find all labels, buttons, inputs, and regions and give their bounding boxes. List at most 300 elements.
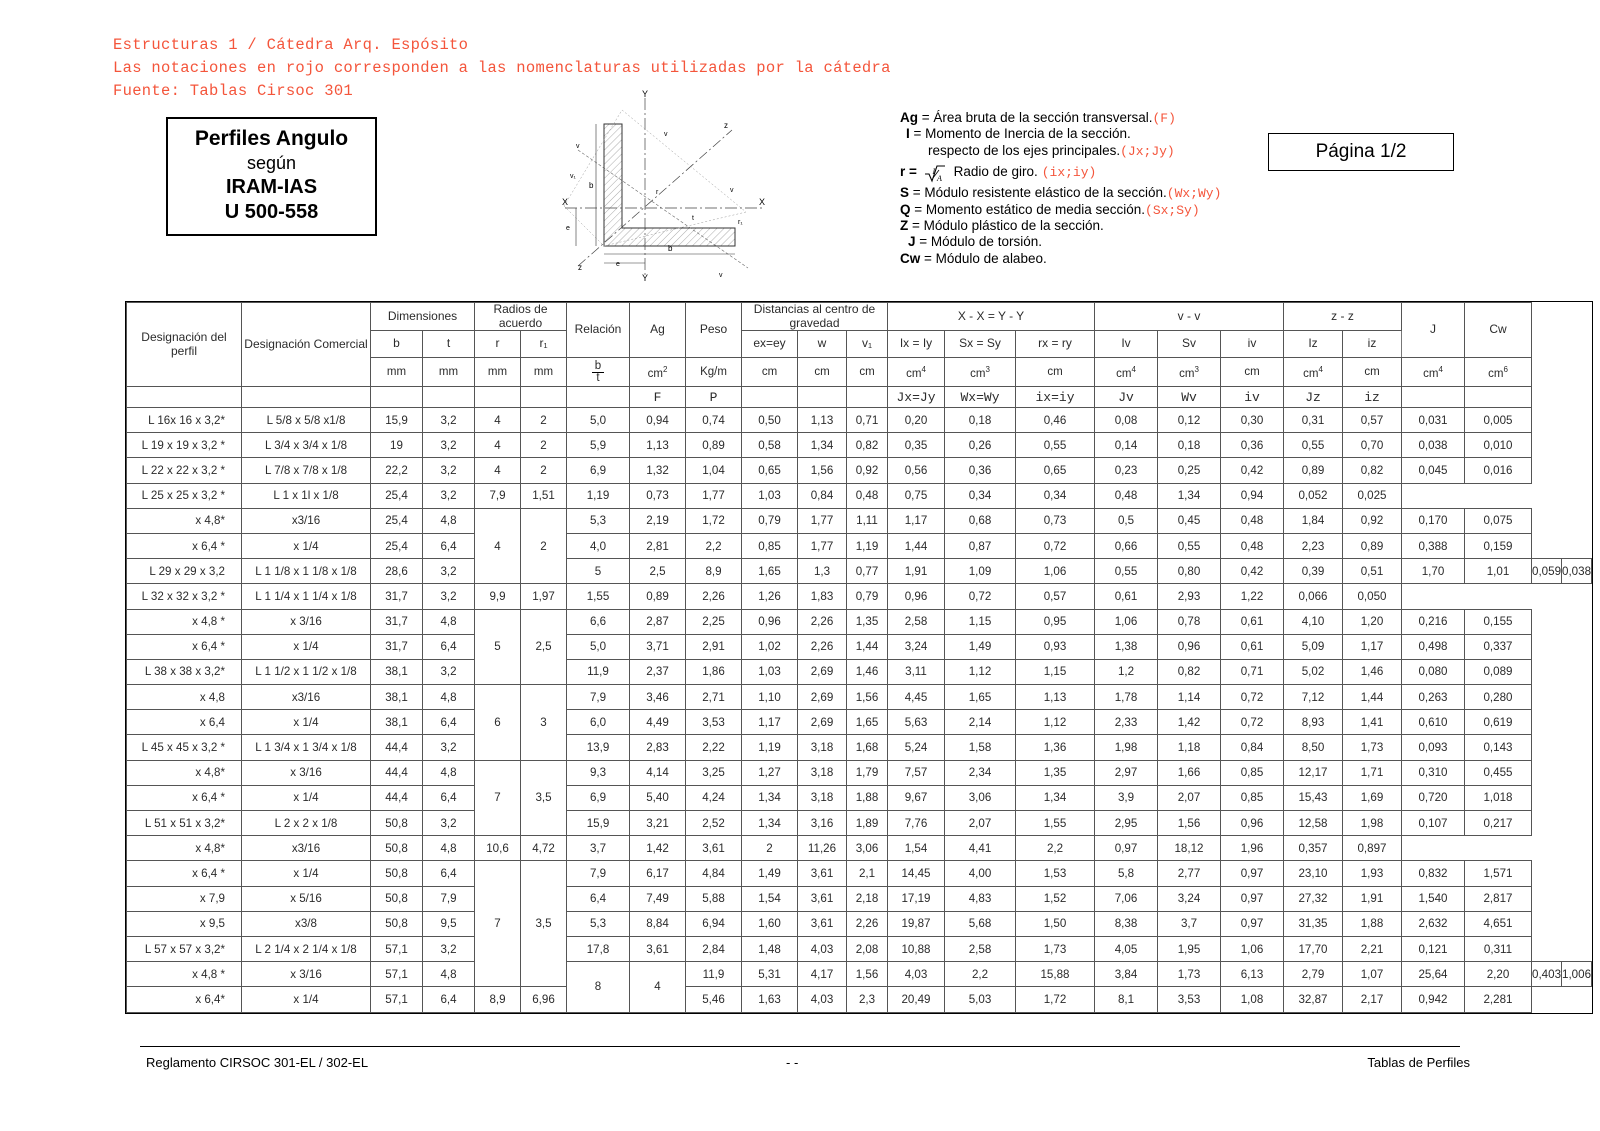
cell-ivr: 0,61: [1221, 634, 1284, 659]
cell-ag: 1,13: [630, 433, 686, 458]
cell-bt: 6,4: [567, 886, 630, 911]
cell-rx: 1,72: [1016, 987, 1095, 1012]
unit-bt-num: b: [592, 361, 604, 373]
cell-r: 4: [475, 458, 521, 483]
cell-ix: 14,45: [888, 861, 945, 886]
cell-ex: 1,10: [742, 685, 798, 710]
red-iz: Jz: [1284, 387, 1343, 408]
title-line-1: Perfiles Angulo: [194, 127, 349, 150]
unit-b: mm: [371, 358, 423, 387]
cell-ag: 1,51: [521, 483, 567, 508]
cell-ix: 3,24: [888, 634, 945, 659]
cell-perfil: x 9,5: [127, 911, 242, 936]
cell-peso: 3,25: [686, 760, 742, 785]
cell-iz: 8,50: [1284, 735, 1343, 760]
table-row: [127, 987, 1592, 1012]
svg-text:r₁: r₁: [738, 219, 743, 226]
cell-rx: 0,93: [1016, 634, 1095, 659]
cell-sx: 2,34: [945, 760, 1016, 785]
th-r1: r₁: [521, 331, 567, 358]
cell-ex: 0,73: [630, 483, 686, 508]
cell-ag: 1,32: [630, 458, 686, 483]
cell-v1: 2,1: [847, 861, 888, 886]
cell-ex: 0,50: [742, 408, 798, 433]
cell-cw: 0,280: [1465, 685, 1532, 710]
cell-t: 4,8: [423, 685, 475, 710]
cell-bt: 11,9: [686, 962, 742, 987]
cell-ag: 3,61: [630, 936, 686, 961]
cell-sv: 2,2: [1016, 836, 1095, 861]
cell-bt: 4,0: [567, 533, 630, 558]
cell-sv: 2,07: [1158, 785, 1221, 810]
cell-cw: 0,155: [1465, 609, 1532, 634]
cell-sx: 5,68: [945, 911, 1016, 936]
cell-b: 38,1: [371, 710, 423, 735]
title-line-3: IRAM-IAS: [225, 176, 318, 198]
cell-iv: 1,2: [1095, 659, 1158, 684]
cell-ix: 0,35: [888, 433, 945, 458]
cell-izr: 1,20: [1343, 609, 1402, 634]
cell-j: 0,388: [1402, 533, 1465, 558]
cell-ivr: 0,72: [1221, 685, 1284, 710]
cell-ag: 3,46: [630, 685, 686, 710]
svg-text:v: v: [730, 187, 734, 194]
cell-peso: 1,04: [686, 458, 742, 483]
cell-b: 38,1: [371, 659, 423, 684]
cell-ix: 10,88: [888, 936, 945, 961]
cell-j: 1,540: [1402, 886, 1465, 911]
unit-iv-rad: cm: [1221, 358, 1284, 387]
symbol-legend: [900, 110, 1221, 267]
cell-peso: 2,84: [686, 936, 742, 961]
cell-ivr: 1,06: [1221, 936, 1284, 961]
cell-w: 2,69: [798, 710, 847, 735]
th-iz: Iz: [1284, 331, 1343, 358]
red-iv-rad: iv: [1221, 387, 1284, 408]
cell-iv: 1,38: [1095, 634, 1158, 659]
cell-b: 44,4: [371, 735, 423, 760]
cell-v1: 2,2: [945, 962, 1016, 987]
sqrt-icon: [921, 159, 946, 185]
cell-j: 0,080: [1402, 659, 1465, 684]
th-ex-ey: ex=ey: [742, 331, 798, 358]
cell-iz: 5,09: [1284, 634, 1343, 659]
th-peso: Peso: [686, 303, 742, 358]
cell-ivr: 1,07: [1343, 962, 1402, 987]
cell-v1: 2,08: [847, 936, 888, 961]
cell-ex: 0,85: [742, 533, 798, 558]
th-cw: Cw: [1465, 303, 1532, 358]
cell-b: 25,4: [371, 533, 423, 558]
cell-bt: 6,9: [567, 458, 630, 483]
cell-iz: 4,10: [1284, 609, 1343, 634]
unit-ag: $cm^2$: [630, 358, 686, 387]
cell-ix: 5,63: [888, 710, 945, 735]
cell-cw: 0,311: [1465, 936, 1532, 961]
legend-text-q: = Momento estático de media sección.: [910, 201, 1146, 217]
cell-b: 50,8: [371, 911, 423, 936]
cell-bt: 9,3: [567, 760, 630, 785]
cell-v1: 1,89: [847, 811, 888, 836]
cell-v1: 1,35: [847, 609, 888, 634]
cell-r1: 2: [521, 508, 567, 584]
cell-rx: 0,46: [1016, 408, 1095, 433]
cell-bt: 8,9: [475, 987, 521, 1012]
cell-cw: 0,050: [1343, 584, 1402, 609]
cell-iv: 0,23: [1095, 458, 1158, 483]
cell-bt: 13,9: [567, 735, 630, 760]
cell-comercial: L 1 x 1l x 1/8: [242, 483, 371, 508]
cell-w: 3,61: [798, 911, 847, 936]
cell-ivr: 0,97: [1221, 861, 1284, 886]
cell-ix: 20,49: [888, 987, 945, 1012]
table-row: [127, 483, 1592, 508]
cell-ex: 1,27: [742, 760, 798, 785]
cell-comercial: x 3/16: [242, 609, 371, 634]
red-iz-rad: iz: [1343, 387, 1402, 408]
cell-j: 0,093: [1402, 735, 1465, 760]
cell-v1: 1,19: [847, 533, 888, 558]
table-row: [127, 836, 1592, 861]
cell-comercial: x 3/16: [242, 962, 371, 987]
cell-cw: 0,143: [1465, 735, 1532, 760]
cell-cw: 0,619: [1465, 710, 1532, 735]
cell-r: 8: [567, 962, 630, 1012]
red-peso: P: [686, 387, 742, 408]
cell-j: 0,263: [1402, 685, 1465, 710]
cell-sv: 2,77: [1158, 861, 1221, 886]
cell-sx: 2,14: [945, 710, 1016, 735]
red-blank-2: [242, 387, 371, 408]
cell-w: 3,61: [686, 836, 742, 861]
cell-ag: 0,94: [630, 408, 686, 433]
cell-izr: 2,17: [1343, 987, 1402, 1012]
cell-comercial: x3/16: [242, 508, 371, 533]
header-note-0: Estructuras 1 / Cátedra Arq. Espósito: [113, 36, 469, 54]
legend-row-i: [900, 126, 1221, 142]
cell-r: 4: [475, 508, 521, 584]
title-line-2: según: [246, 153, 297, 173]
cell-peso: 4,84: [686, 861, 742, 886]
cell-iv: 1,06: [1095, 609, 1158, 634]
cell-cw: 0,010: [1465, 433, 1532, 458]
cell-perfil: x 4,8 *: [127, 609, 242, 634]
cell-t: 4,8: [423, 508, 475, 533]
th-iz-rad: iz: [1343, 331, 1402, 358]
cell-perfil: x 4,8*: [127, 508, 242, 533]
cell-sx: 4,00: [945, 861, 1016, 886]
cell-comercial: L 1 1/8 x 1 1/8 x 1/8: [242, 559, 371, 584]
cell-ex: 1,63: [742, 987, 798, 1012]
cell-iv: 4,41: [945, 836, 1016, 861]
unit-rx: cm: [1016, 358, 1095, 387]
cell-w: 2,69: [798, 659, 847, 684]
cell-w: 2,69: [798, 685, 847, 710]
cell-cw: 0,337: [1465, 634, 1532, 659]
unit-r1: mm: [521, 358, 567, 387]
cell-izr: 1,73: [1343, 735, 1402, 760]
cell-iv: 0,34: [945, 483, 1016, 508]
cell-rx: 1,73: [1016, 936, 1095, 961]
red-blank-8: [742, 387, 798, 408]
cell-j: 0,052: [1284, 483, 1343, 508]
cell-perfil: x 4,8 *: [127, 962, 242, 987]
th-iv: Iv: [1095, 331, 1158, 358]
cell-w: 2,26: [686, 584, 742, 609]
svg-text:X: X: [562, 197, 569, 207]
cell-sx: 0,18: [945, 408, 1016, 433]
table-row: [127, 936, 1592, 961]
cell-izr: 0,89: [1343, 533, 1402, 558]
cell-w: 1,77: [798, 533, 847, 558]
cell-j: 0,720: [1402, 785, 1465, 810]
cell-izr: 0,70: [1343, 433, 1402, 458]
cell-bt: 7,9: [567, 685, 630, 710]
svg-text:v: v: [664, 131, 668, 138]
th-sx-sy: Sx = Sy: [945, 331, 1016, 358]
cell-rx: 1,50: [1016, 911, 1095, 936]
cell-izr: 0,57: [1343, 408, 1402, 433]
legend-text-cw: = Módulo de alabeo.: [920, 250, 1047, 266]
cell-j: 0,357: [1284, 836, 1343, 861]
unit-ex-ey: cm: [742, 358, 798, 387]
cell-sv: 0,18: [1158, 433, 1221, 458]
cell-peso: 6,94: [686, 911, 742, 936]
cell-rx: 0,73: [1016, 508, 1095, 533]
cell-ag: 7,49: [630, 886, 686, 911]
cell-w: 3,18: [798, 760, 847, 785]
cell-comercial: L 3/4 x 3/4 x 1/8: [242, 433, 371, 458]
cell-v1: 2,26: [847, 911, 888, 936]
cell-sv: 1,42: [1158, 710, 1221, 735]
cell-iv: 5,8: [1095, 861, 1158, 886]
red-blank-9: [798, 387, 847, 408]
unit-bt-den: t: [596, 371, 600, 384]
cell-t: 9,5: [423, 911, 475, 936]
table-row: [127, 634, 1592, 659]
cell-ag: 4,72: [521, 836, 567, 861]
cell-j: 0,038: [1402, 433, 1465, 458]
svg-text:I: I: [932, 166, 935, 176]
cell-ag: 1,65: [742, 559, 798, 584]
cell-peso: 5,88: [686, 886, 742, 911]
cell-ex: 1,19: [742, 735, 798, 760]
cell-r1: 3,5: [521, 861, 567, 987]
cell-comercial: x 1/4: [242, 987, 371, 1012]
cell-rx: 1,53: [1016, 861, 1095, 886]
unit-iv: $cm^4$: [1095, 358, 1158, 387]
cell-iv: 0,14: [1095, 433, 1158, 458]
cell-ivr: 0,42: [1221, 458, 1284, 483]
cell-w: 4,03: [798, 987, 847, 1012]
cell-t: 7,9: [423, 886, 475, 911]
cell-izr: 1,91: [1343, 886, 1402, 911]
cell-perfil: L 29 x 29 x 3,2: [127, 559, 242, 584]
table-row: [127, 408, 1592, 433]
cell-t: 3,2: [423, 458, 475, 483]
cell-izr: 1,46: [1343, 659, 1402, 684]
cell-perfil: L 45 x 45 x 3,2 *: [127, 735, 242, 760]
cell-comercial: x 1/4: [242, 710, 371, 735]
cell-sv: 0,34: [1016, 483, 1095, 508]
legend-symbol-z: Z: [900, 217, 909, 233]
cell-cw: 0,217: [1465, 811, 1532, 836]
cell-ex: 0,77: [847, 559, 888, 584]
cell-ix: 19,87: [888, 911, 945, 936]
cell-sv: 0,78: [1158, 609, 1221, 634]
header-note-2: Fuente: Tablas Cirsoc 301: [113, 82, 354, 100]
unit-v1: cm: [847, 358, 888, 387]
angle-section-diagram: [560, 88, 770, 283]
cell-bt: 11,9: [567, 659, 630, 684]
cell-sv: 0,57: [1016, 584, 1095, 609]
svg-text:b: b: [589, 181, 594, 190]
cell-ag: 3,21: [630, 811, 686, 836]
cell-ix: 17,19: [888, 886, 945, 911]
cell-iv: 1,98: [1095, 735, 1158, 760]
cell-comercial: L 1 1/4 x 1 1/4 x 1/8: [242, 584, 371, 609]
cell-perfil: L 38 x 38 x 3,2*: [127, 659, 242, 684]
legend-symbol-cw: Cw: [900, 250, 921, 266]
cell-ex: 1,56: [847, 962, 888, 987]
cell-peso: 2,2: [686, 533, 742, 558]
svg-text:z: z: [578, 263, 582, 272]
cell-sx: 0,36: [945, 458, 1016, 483]
legend-red-i: (Jx;Jy): [1120, 143, 1175, 159]
cell-sv: 3,53: [1158, 987, 1221, 1012]
profiles-table: [126, 302, 1592, 1013]
cell-ex: 1,42: [630, 836, 686, 861]
legend-text-i: = Momento de Inercia de la sección.: [909, 126, 1131, 142]
svg-text:v: v: [576, 143, 580, 150]
cell-sx: 0,68: [945, 508, 1016, 533]
cell-iv: 0,42: [1221, 559, 1284, 584]
footer-divider: [140, 1046, 1460, 1047]
cell-w: 2,26: [798, 634, 847, 659]
cell-ix: 0,20: [888, 408, 945, 433]
unit-j: $cm^4$: [1402, 358, 1465, 387]
red-blank-10: [847, 387, 888, 408]
cell-ex: 0,89: [630, 584, 686, 609]
cell-bt: 6,6: [567, 609, 630, 634]
cell-iz: 5,02: [1284, 659, 1343, 684]
cell-cw: 0,038: [1562, 559, 1592, 584]
cell-perfil: x 6,4: [127, 710, 242, 735]
cell-iz: 0,89: [1284, 458, 1343, 483]
legend-symbol-r: r: [900, 164, 906, 180]
cell-iz: 32,87: [1284, 987, 1343, 1012]
th-vv: v - v: [1095, 303, 1284, 331]
red-ag: F: [630, 387, 686, 408]
cell-iz: 27,32: [1284, 886, 1343, 911]
cell-b: 31,7: [371, 609, 423, 634]
th-iv-rad: iv: [1221, 331, 1284, 358]
cell-peso: 2,71: [686, 685, 742, 710]
cell-peso: 2,91: [686, 634, 742, 659]
cell-ag: 3,71: [630, 634, 686, 659]
cell-sx: 4,83: [945, 886, 1016, 911]
table-body: [127, 408, 1592, 1013]
cell-v1: 1,68: [847, 735, 888, 760]
cell-peso: 2,52: [686, 811, 742, 836]
cell-cw: 0,075: [1465, 508, 1532, 533]
svg-text:X: X: [759, 197, 766, 207]
cell-sx: 3,84: [1095, 962, 1158, 987]
cell-iz: 18,12: [1158, 836, 1221, 861]
unit-sx: $cm^3$: [945, 358, 1016, 387]
cell-sx: 0,87: [945, 533, 1016, 558]
cell-izr: 1,44: [1343, 685, 1402, 710]
cell-iz: 1,84: [1284, 508, 1343, 533]
table-row: [127, 911, 1592, 936]
cell-v1: 1,44: [847, 634, 888, 659]
cell-ag: 6,96: [521, 987, 567, 1012]
cell-t: 3,2: [423, 408, 475, 433]
cell-t: 4,8: [423, 962, 475, 987]
cell-perfil: L 22 x 22 x 3,2 *: [127, 458, 242, 483]
table-row: [127, 735, 1592, 760]
cell-comercial: L 1 3/4 x 1 3/4 x 1/8: [242, 735, 371, 760]
cell-iz: 17,70: [1284, 936, 1343, 961]
cell-cw: 0,016: [1465, 458, 1532, 483]
cell-izr: 1,41: [1343, 710, 1402, 735]
cell-t: 6,4: [423, 785, 475, 810]
cell-sx: 1,12: [945, 659, 1016, 684]
cell-bt: 7,9: [567, 861, 630, 886]
cell-ag: 6,17: [630, 861, 686, 886]
cell-r: 6: [475, 685, 521, 761]
cell-r1: 2: [521, 433, 567, 458]
cell-iz: 7,12: [1284, 685, 1343, 710]
cell-izr: 1,69: [1343, 785, 1402, 810]
cell-b: 31,7: [371, 584, 423, 609]
cell-cw: 0,897: [1343, 836, 1402, 861]
red-blank-11: [1402, 387, 1465, 408]
cell-sv: 2,79: [1284, 962, 1343, 987]
cell-ix: 15,88: [1016, 962, 1095, 987]
cell-ivr: 0,85: [1221, 785, 1284, 810]
cell-v1: 1,26: [742, 584, 798, 609]
legend-text-z: = Módulo plástico de la sección.: [908, 217, 1104, 233]
th-xx-yy: X - X = Y - Y: [888, 303, 1095, 331]
cell-bt: 5,3: [567, 508, 630, 533]
cell-sv: 0,45: [1158, 508, 1221, 533]
cell-comercial: L 2 1/4 x 2 1/4 x 1/8: [242, 936, 371, 961]
cell-v1: 0,71: [847, 408, 888, 433]
cell-cw: 4,651: [1465, 911, 1532, 936]
cell-sx: 1,49: [945, 634, 1016, 659]
th-t: t: [423, 331, 475, 358]
cell-rx: 1,36: [1016, 735, 1095, 760]
legend-row-s: [900, 185, 1221, 201]
unit-bt-fraction: [567, 358, 630, 387]
cell-comercial: x3/16: [242, 685, 371, 710]
th-rx-ry: rx = ry: [1016, 331, 1095, 358]
title-box: [166, 117, 377, 236]
cell-j: 0,832: [1402, 861, 1465, 886]
cell-ag: 8,84: [630, 911, 686, 936]
cell-ivr: 0,30: [1221, 408, 1284, 433]
cell-ix: 4,45: [888, 685, 945, 710]
cell-ivr: 0,72: [1221, 710, 1284, 735]
cell-izr: 1,93: [1343, 861, 1402, 886]
th-ix-iy: Ix = Iy: [888, 331, 945, 358]
cell-ix: 0,56: [888, 458, 945, 483]
cell-comercial: L 5/8 x 5/8 x1/8: [242, 408, 371, 433]
cell-w: 1,91: [888, 559, 945, 584]
cell-ivr: 0,71: [1221, 659, 1284, 684]
table-row: [127, 433, 1592, 458]
